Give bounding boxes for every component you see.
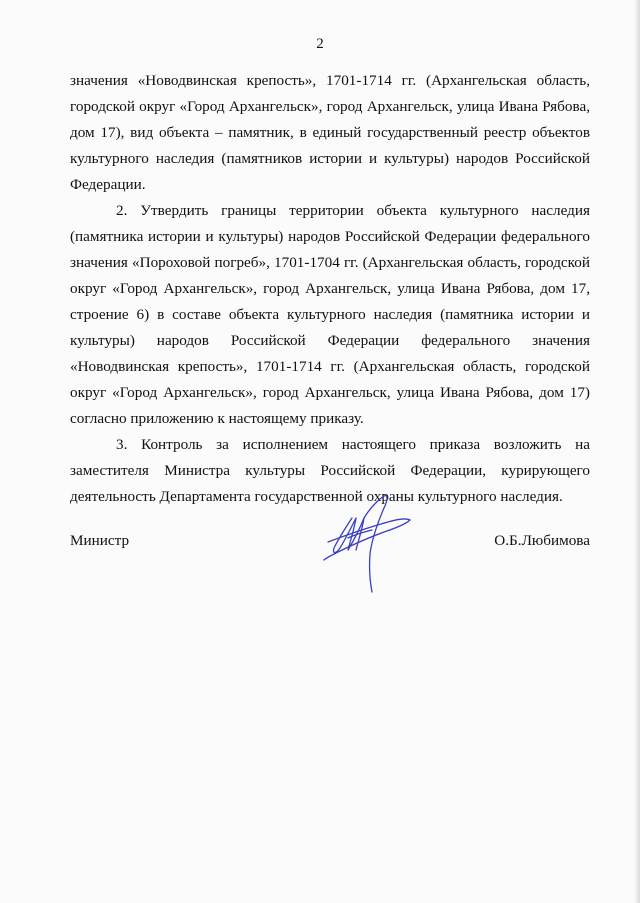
scan-edge-shadow (634, 0, 640, 903)
signature-block (70, 532, 590, 550)
paragraph-item-3: 3. Контроль за исполнением настоящего приказа возложить на заместителя Министра культуры Российской Федерации, курирующего деятельность Департамента государственной охраны культурного наследия. (70, 436, 590, 505)
document-body (70, 68, 590, 510)
page-number: 2 (316, 36, 324, 52)
paragraph-continuation: значения «Новодвинская крепость», 1701-1714 гг. (Архангельская область, городской округ «Город Архангельск», город Архангельск, улица Ивана Рябова, дом 17), вид объекта – памятник, в единый государственный реестр объектов культурного наследия (памятников истории и культуры) народов Российской Федерации. (70, 72, 590, 193)
signatory-position: Министр (70, 532, 130, 549)
paragraph-item-2: 2. Утвердить границы территории объекта культурного наследия (памятника истории и культуры) народов Российской Федерации федерального значения «Пороховой погреб», 1701-1704 гг. (Архангельская область, городской округ «Город Архангельск», город Архангельск, улица Ивана Рябова, дом 17, строение 6) в составе объекта культурного наследия (памятника истории и культуры) народов Российской Федерации федерального значения «Новодвинская крепость», 1701-1714 гг. (Архангельская область, городской округ «Город Архангельск», город Архангельск, улица Ивана Рябова, дом 17) согласно приложению к настоящему приказу. (70, 202, 590, 427)
signatory-name: О.Б.Любимова (494, 532, 590, 549)
